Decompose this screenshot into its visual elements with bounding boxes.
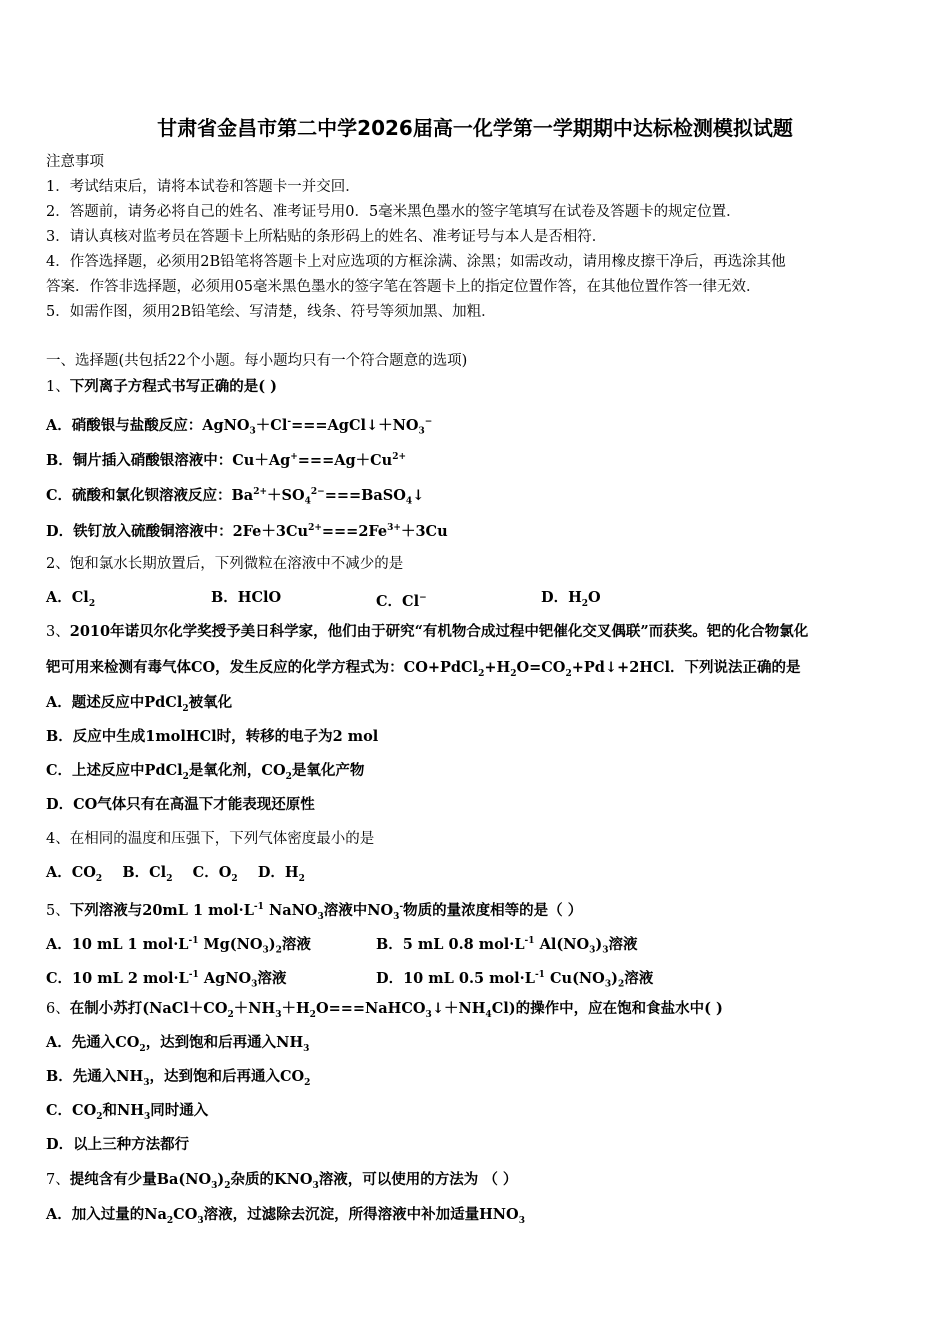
question-3-option-a[interactable]: A．题述反应中PdCl$_2$被氧化 xyxy=(46,694,233,714)
question-4-option-d[interactable]: D．$H_2$ xyxy=(257,864,305,884)
question-4-stem: 4、在相同的温度和压强下，下列气体密度最小的是 xyxy=(46,831,375,847)
question-3-stem: 3、2010年诺贝尔化学奖授予美日科学家，他们由于研究“有机物合成过程中钯催化交叉偶联”而获奖。钯的化合物氯化 xyxy=(46,623,809,640)
question-1-stem: 1、下列离子方程式书写正确的是( ) xyxy=(46,378,278,395)
question-1-option-b[interactable]: B．铜片插入硝酸银溶液中：$Cu+Ag^+===Ag+Cu^{2+}$ xyxy=(46,451,407,469)
section-heading: 一、选择题(共包括22个小题。每小题均只有一个符合题意的选项) xyxy=(46,353,468,369)
question-7-stem: 7、提纯含有少量$Ba(NO_3)_2$杂质的$KNO_3$溶液，可以使用的方法为 （ ） xyxy=(46,1171,518,1191)
question-4-option-a[interactable]: A．$CO_2$ xyxy=(46,864,103,884)
question-6-stem: 6、在制小苏打$(NaCl+CO_2+NH_3+H_2O===NaHCO_3↓+NH_4Cl)$的操作中，应在饱和食盐水中( ) xyxy=(46,1000,723,1020)
notice-item: 3．请认真核对监考员在答题卡上所粘贴的条形码上的姓名、准考证号与本人是否相符． xyxy=(46,229,607,245)
question-5-option-d[interactable]: D．10 mL 0.5 $mol\cdot L^{-1}$ $Cu(NO_3)_2$溶液 xyxy=(376,969,654,990)
notice-heading: 注意事项 xyxy=(46,154,104,170)
question-6-option-b[interactable]: B．先通入$NH_3$，达到饱和后再通入$CO_2$ xyxy=(46,1068,311,1088)
page-title: 甘肃省金昌市第二中学2026届高一化学第一学期期中达标检测模拟试题 xyxy=(157,116,793,140)
question-4-option-c[interactable]: C．$O_2$ xyxy=(192,864,238,884)
question-4-option-b[interactable]: B．$Cl_2$ xyxy=(122,864,173,884)
question-1-option-c[interactable]: C．硫酸和氯化钡溶液反应：$Ba^{2+}+SO_4^{2-}===BaSO_4↓$ xyxy=(46,486,425,507)
question-4-options xyxy=(46,863,305,889)
question-6-option-a[interactable]: A．先通入$CO_2$，达到饱和后再通入$NH_3$ xyxy=(46,1034,310,1054)
question-3-option-d[interactable]: D．CO气体只有在高温下才能表现还原性 xyxy=(46,796,315,813)
question-5-stem: 5、下列溶液与20mL 1 $mol\cdot L^{-1}$ NaNO$_3$溶液中$NO_3^-$物质的量浓度相等的是（ ） xyxy=(46,901,583,922)
question-2-option-a[interactable]: A．$Cl_2$ xyxy=(46,589,96,609)
question-2-stem: 2、饱和氯水长期放置后，下列微粒在溶液中不减少的是 xyxy=(46,556,404,572)
question-1-option-a[interactable]: A．硝酸银与盐酸反应：$AgNO_3+Cl^-===AgCl↓+NO_3^-$ xyxy=(46,416,433,437)
notice-item: 2．答题前，请务必将自己的姓名、准考证号用0．5毫米黑色墨水的签字笔填写在试卷及答题卡的规定位置． xyxy=(46,204,741,220)
question-5-option-c[interactable]: C．10 mL 2 $mol\cdot L^{-1}$ AgNO$_3$溶液 xyxy=(46,969,287,990)
question-6-option-c[interactable]: C．$CO_2$和$NH_3$同时通入 xyxy=(46,1102,209,1122)
question-3-option-b[interactable]: B．反应中生成1molHCl时，转移的电子为2 mol xyxy=(46,728,379,745)
question-3-option-c[interactable]: C．上述反应中PdCl$_2$是氧化剂，$CO_2$是氧化产物 xyxy=(46,762,365,782)
question-2-option-d[interactable]: D．$H_2O$ xyxy=(541,589,601,609)
question-2-option-b[interactable]: B．HClO xyxy=(211,589,282,606)
notice-item: 4．作答选择题，必须用2B铅笔将答题卡上对应选项的方框涂满、涂黑；如需改动，请用橡皮擦干净后，再选涂其他 xyxy=(46,254,786,270)
question-2-option-c[interactable]: C．Cl− xyxy=(376,592,427,610)
question-5-option-a[interactable]: A．10 mL 1 $mol\cdot L^{-1}$ $Mg(NO_3)_2$溶液 xyxy=(46,935,311,956)
question-1-option-d[interactable]: D．铁钉放入硫酸铜溶液中：$2Fe+3Cu^{2+}===2Fe^{3+}+3Cu$ xyxy=(46,522,448,540)
notice-item: 5．如需作图，须用2B铅笔绘、写清楚，线条、符号等须加黑、加粗． xyxy=(46,304,496,320)
question-7-option-a[interactable]: A．加入过量的$Na_2CO_3$溶液，过滤除去沉淀，所得溶液中补加适量$HNO_3$ xyxy=(46,1206,525,1226)
question-5-option-b[interactable]: B．5 mL 0.8 $mol\cdot L^{-1}$ $Al(NO_3)_3$溶液 xyxy=(376,935,638,956)
question-3-stem-cont: 钯可用来检测有毒气体CO，发生反应的化学方程式为：$CO+PdCl_2+H_2O=CO_2+Pd↓+2HCl$．下列说法正确的是 xyxy=(46,659,801,679)
notice-item: 答案．作答非选择题，必须用05毫米黑色墨水的签字笔在答题卡上的指定位置作答，在其他位置作答一律无效． xyxy=(46,279,761,295)
notice-item: 1．考试结束后，请将本试卷和答题卡一并交回． xyxy=(46,179,360,195)
question-6-option-d[interactable]: D．以上三种方法都行 xyxy=(46,1136,190,1153)
